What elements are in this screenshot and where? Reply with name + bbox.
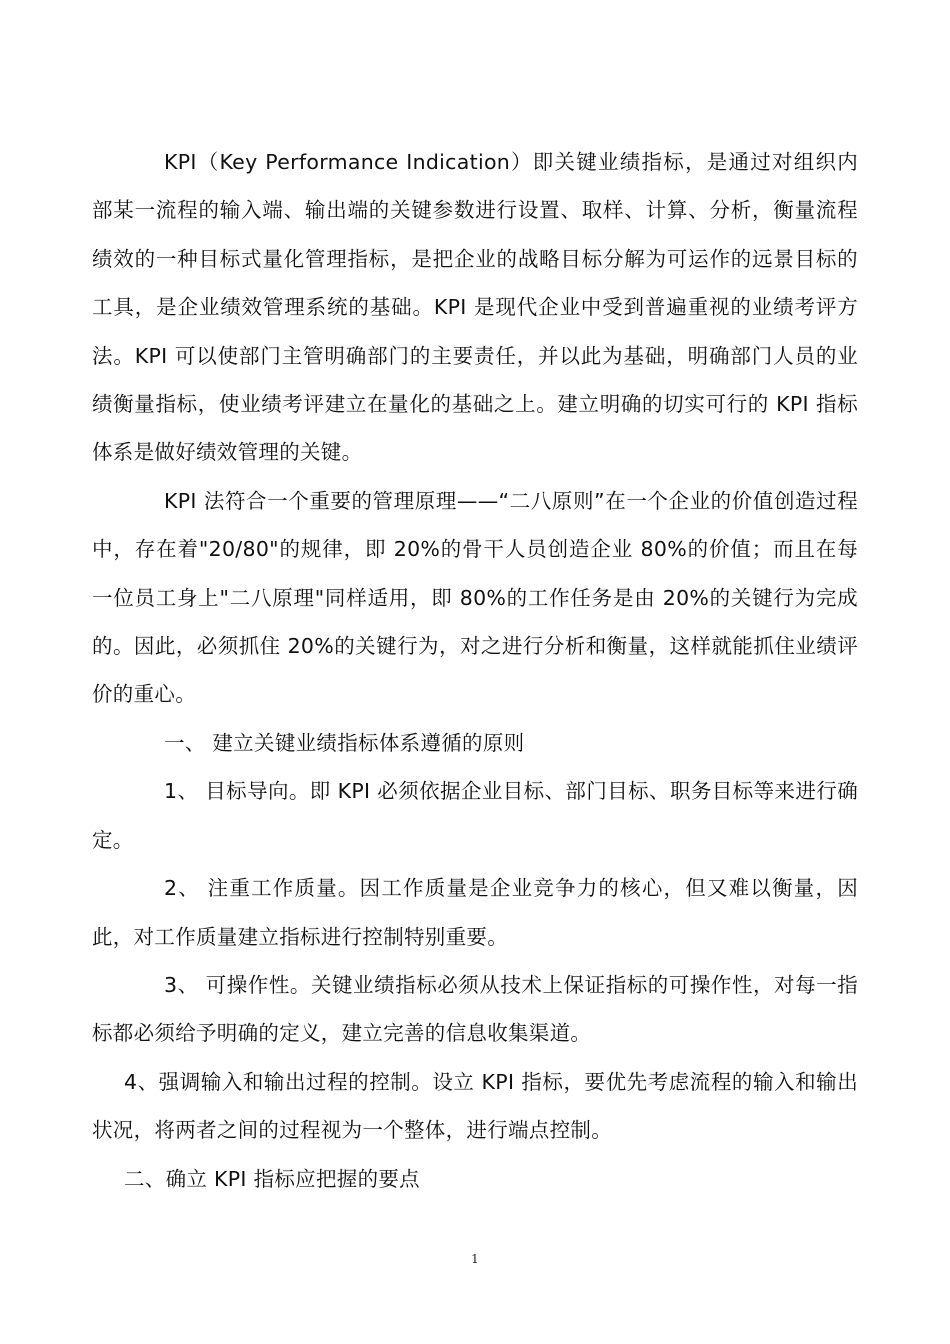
list-item-work-quality: 2、 注重工作质量。因工作质量是企业竞争力的核心，但又难以衡量，因此，对工作质量建立指标进行控制特别重要。 <box>92 876 858 949</box>
paragraph-kpi-definition: KPI（Key Performance Indication）即关键业绩指标，是通过对组织内部某一流程的输入端、输出端的关键参数进行设置、取样、计算、分析，衡量流程绩效的一种目标式量化管理指标，是把企业的战略目标分解为可运作的远景目标的工具，是企业绩效管理系统的基础。KPI 是现代企业中受到普遍重视的业绩考评方法。KPI 可以使部门主管明确部门的主要责任，并以此为基础，明确部门人员的业绩衡量指标，使业绩考评建立在量化的基础之上。建立明确的切实可行的 KPI 指标体系是做好绩效管理的关键。 <box>92 150 858 465</box>
list-item-goal-oriented: 1、 目标导向。即 KPI 必须依据企业目标、部门目标、职务目标等来进行确定。 <box>92 779 858 852</box>
list-item-operability: 3、 可操作性。关键业绩指标必须从技术上保证指标的可操作性，对每一指标都必须给予明确的定义，建立完善的信息收集渠道。 <box>92 972 858 1046</box>
document-body <box>92 138 858 1203</box>
paragraph-pareto-principle: KPI 法符合一个重要的管理原理——“二八原则”在一个企业的价值创造过程中，存在着"20/80"的规律，即 20%的骨干人员创造企业 80%的价值；而且在每一位员工身上"二八原理"同样适用，即 80%的工作任务是由 20%的关键行为完成的。因此，必须抓住 20%的关键行为，对之进行分析和衡量，这样就能抓住业绩评价的重心。 <box>92 488 858 707</box>
section-heading-principles: 一、 建立关键业绩指标体系遵循的原则 <box>164 730 525 755</box>
section-heading-key-points: 二、确立 KPI 指标应把握的要点 <box>124 1166 420 1191</box>
list-item-process-control: 4、强调输入和输出过程的控制。设立 KPI 指标，要优先考虑流程的输入和输出状况，将两者之间的过程视为一个整体，进行端点控制。 <box>92 1069 858 1143</box>
page-number: 1 <box>471 1252 479 1266</box>
